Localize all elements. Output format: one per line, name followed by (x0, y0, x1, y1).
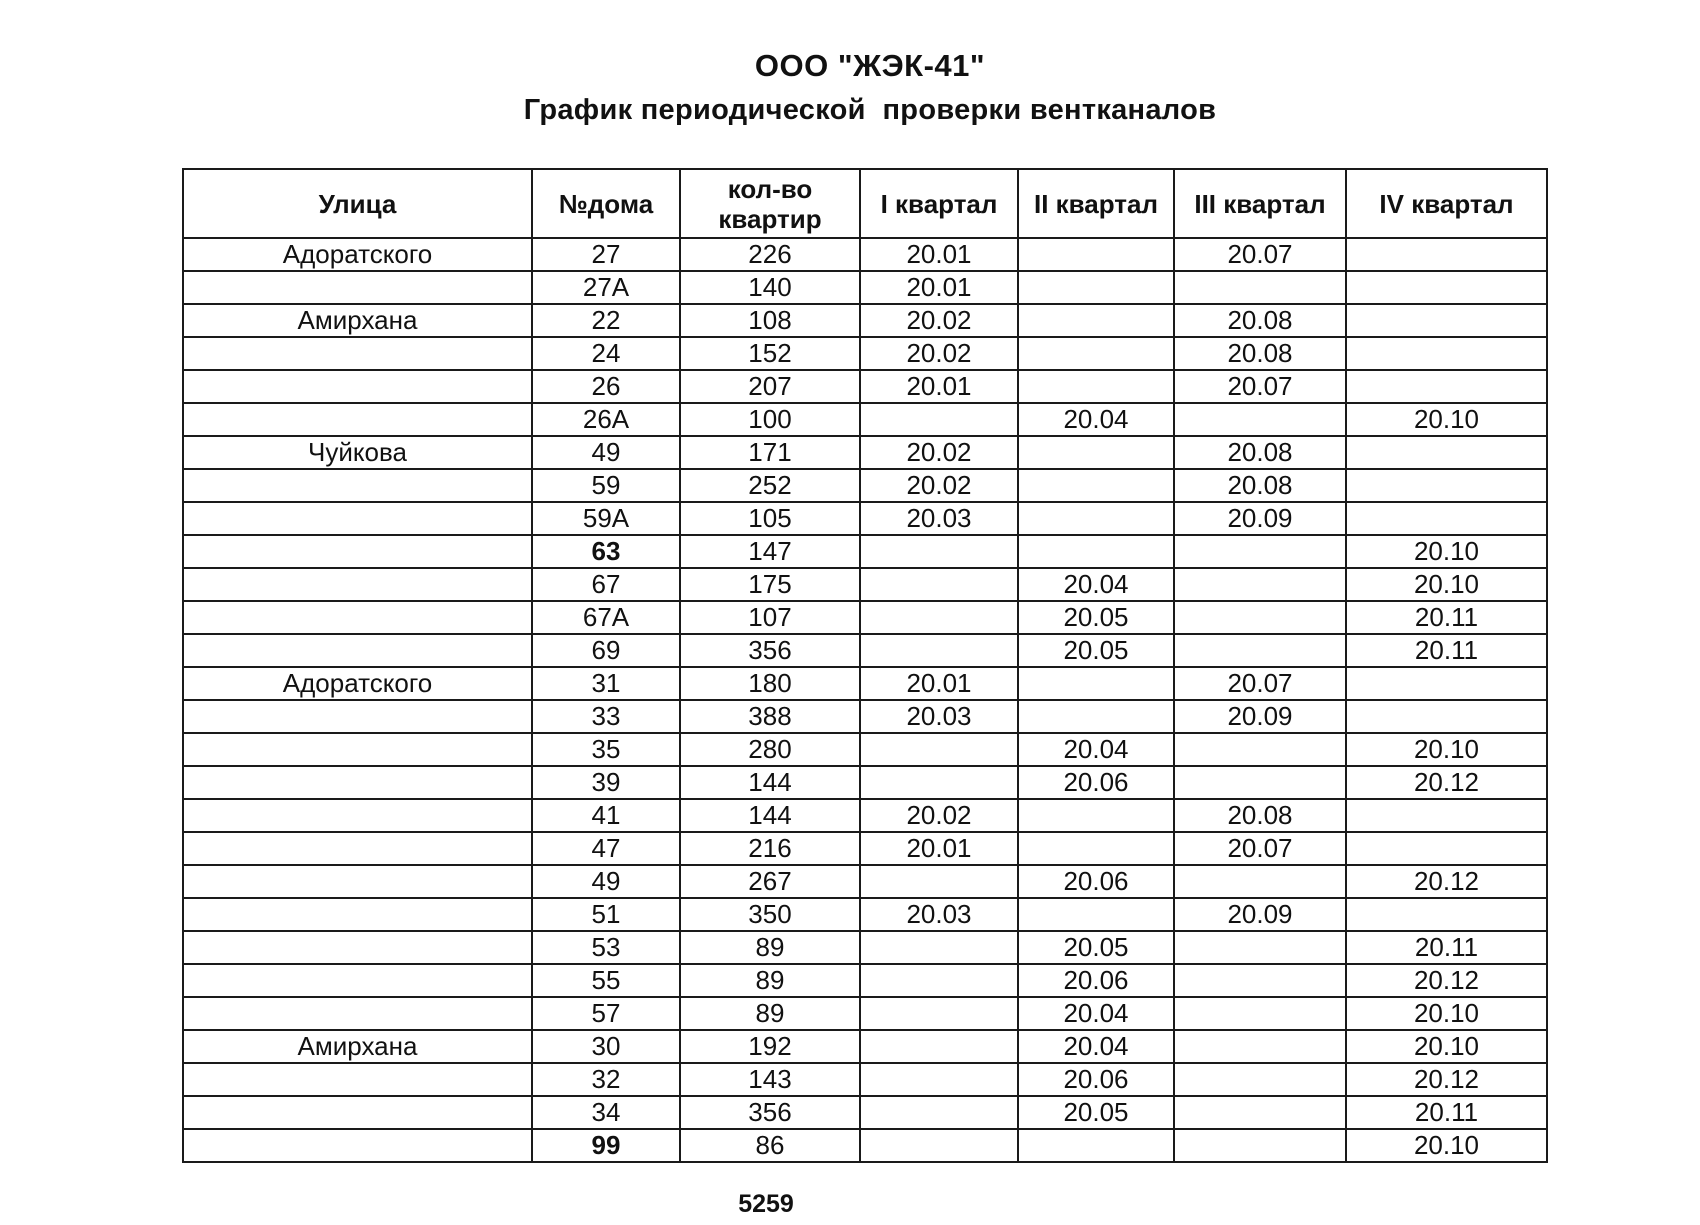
cell-street: Чуйкова (183, 436, 532, 469)
total-apartments: 5259 (738, 1190, 794, 1218)
cell-quarter-1 (860, 1096, 1018, 1129)
cell-apartment-count: 180 (680, 667, 860, 700)
cell-quarter-2 (1018, 502, 1174, 535)
cell-street (183, 733, 532, 766)
cell-quarter-1: 20.01 (860, 271, 1018, 304)
cell-quarter-1: 20.01 (860, 832, 1018, 865)
cell-quarter-4 (1346, 898, 1547, 931)
table-row (183, 700, 1547, 733)
cell-apartment-count: 252 (680, 469, 860, 502)
cell-house-number: 24 (532, 337, 680, 370)
cell-house-number: 55 (532, 964, 680, 997)
cell-apartment-count: 226 (680, 238, 860, 271)
cell-quarter-1 (860, 403, 1018, 436)
cell-quarter-1 (860, 931, 1018, 964)
cell-quarter-4: 20.11 (1346, 634, 1547, 667)
cell-quarter-4: 20.12 (1346, 766, 1547, 799)
cell-quarter-2 (1018, 337, 1174, 370)
cell-quarter-2 (1018, 535, 1174, 568)
table-row (183, 1030, 1547, 1063)
cell-house-number: 35 (532, 733, 680, 766)
table-row (183, 601, 1547, 634)
cell-quarter-4: 20.11 (1346, 931, 1547, 964)
cell-street (183, 469, 532, 502)
cell-street: Амирхана (183, 1030, 532, 1063)
cell-quarter-3 (1174, 634, 1346, 667)
cell-quarter-1 (860, 1129, 1018, 1162)
cell-quarter-1: 20.01 (860, 667, 1018, 700)
cell-quarter-2: 20.05 (1018, 601, 1174, 634)
cell-quarter-4 (1346, 502, 1547, 535)
cell-quarter-1 (860, 733, 1018, 766)
table-row (183, 634, 1547, 667)
cell-apartment-count: 89 (680, 964, 860, 997)
cell-quarter-3: 20.09 (1174, 502, 1346, 535)
cell-quarter-4 (1346, 799, 1547, 832)
cell-quarter-2 (1018, 1129, 1174, 1162)
cell-quarter-3 (1174, 1129, 1346, 1162)
cell-house-number: 67А (532, 601, 680, 634)
cell-quarter-1 (860, 601, 1018, 634)
cell-house-number: 27 (532, 238, 680, 271)
cell-house-number: 53 (532, 931, 680, 964)
cell-quarter-2: 20.04 (1018, 403, 1174, 436)
cell-quarter-3 (1174, 1063, 1346, 1096)
header-quarter-2: II квартал (1018, 169, 1174, 238)
cell-quarter-3 (1174, 766, 1346, 799)
cell-quarter-3 (1174, 601, 1346, 634)
cell-apartment-count: 192 (680, 1030, 860, 1063)
header-quarter-3: III квартал (1174, 169, 1346, 238)
table-row (183, 898, 1547, 931)
cell-apartment-count: 356 (680, 634, 860, 667)
cell-house-number: 49 (532, 436, 680, 469)
cell-quarter-3 (1174, 931, 1346, 964)
cell-quarter-4: 20.10 (1346, 1129, 1547, 1162)
cell-quarter-2: 20.04 (1018, 997, 1174, 1030)
table-row (183, 1129, 1547, 1162)
table-row (183, 469, 1547, 502)
cell-quarter-1: 20.02 (860, 469, 1018, 502)
cell-quarter-1: 20.01 (860, 238, 1018, 271)
cell-quarter-2 (1018, 238, 1174, 271)
table-row (183, 337, 1547, 370)
cell-quarter-2 (1018, 370, 1174, 403)
cell-street: Адоратского (183, 667, 532, 700)
cell-quarter-4 (1346, 370, 1547, 403)
table-row (183, 832, 1547, 865)
cell-quarter-4: 20.12 (1346, 1063, 1547, 1096)
cell-house-number: 27А (532, 271, 680, 304)
cell-street (183, 1129, 532, 1162)
table-row (183, 931, 1547, 964)
cell-quarter-1: 20.03 (860, 700, 1018, 733)
cell-street (183, 634, 532, 667)
cell-quarter-2: 20.04 (1018, 568, 1174, 601)
cell-apartment-count: 143 (680, 1063, 860, 1096)
cell-quarter-4 (1346, 700, 1547, 733)
organization-name: ООО "ЖЭК-41" (754, 48, 986, 83)
table-row (183, 535, 1547, 568)
header-quarter-1: I квартал (860, 169, 1018, 238)
cell-quarter-1: 20.03 (860, 502, 1018, 535)
cell-street (183, 568, 532, 601)
cell-apartment-count: 147 (680, 535, 860, 568)
cell-quarter-3: 20.08 (1174, 799, 1346, 832)
cell-quarter-4: 20.10 (1346, 733, 1547, 766)
table-row (183, 964, 1547, 997)
table-row (183, 733, 1547, 766)
cell-quarter-2 (1018, 304, 1174, 337)
cell-house-number: 59 (532, 469, 680, 502)
cell-quarter-1 (860, 964, 1018, 997)
cell-quarter-4 (1346, 271, 1547, 304)
cell-quarter-3: 20.07 (1174, 667, 1346, 700)
cell-quarter-4 (1346, 832, 1547, 865)
cell-house-number: 69 (532, 634, 680, 667)
cell-quarter-3 (1174, 964, 1346, 997)
document-title: График периодической проверки вентканалов (523, 94, 1217, 126)
table-body (183, 238, 1547, 1162)
header-quarter-4: IV квартал (1346, 169, 1547, 238)
table-header-row (183, 169, 1547, 238)
cell-quarter-4: 20.10 (1346, 568, 1547, 601)
cell-quarter-4: 20.12 (1346, 964, 1547, 997)
cell-street (183, 403, 532, 436)
cell-house-number: 59А (532, 502, 680, 535)
header-house-number: №дома (532, 169, 680, 238)
table-row (183, 403, 1547, 436)
table-row (183, 1096, 1547, 1129)
cell-street (183, 535, 532, 568)
cell-street (183, 898, 532, 931)
cell-house-number: 49 (532, 865, 680, 898)
cell-street (183, 271, 532, 304)
cell-quarter-1: 20.02 (860, 337, 1018, 370)
cell-apartment-count: 100 (680, 403, 860, 436)
cell-quarter-4: 20.11 (1346, 601, 1547, 634)
cell-street (183, 766, 532, 799)
table-row (183, 667, 1547, 700)
cell-house-number: 26А (532, 403, 680, 436)
table-row (183, 271, 1547, 304)
cell-quarter-3 (1174, 1030, 1346, 1063)
cell-quarter-3 (1174, 403, 1346, 436)
cell-quarter-3 (1174, 271, 1346, 304)
cell-quarter-2 (1018, 667, 1174, 700)
cell-apartment-count: 171 (680, 436, 860, 469)
cell-quarter-1: 20.03 (860, 898, 1018, 931)
cell-quarter-3 (1174, 733, 1346, 766)
cell-street (183, 1096, 532, 1129)
cell-quarter-1 (860, 865, 1018, 898)
cell-quarter-2: 20.04 (1018, 733, 1174, 766)
cell-quarter-4: 20.12 (1346, 865, 1547, 898)
cell-apartment-count: 356 (680, 1096, 860, 1129)
cell-street (183, 832, 532, 865)
cell-house-number: 33 (532, 700, 680, 733)
cell-apartment-count: 350 (680, 898, 860, 931)
cell-street (183, 700, 532, 733)
cell-quarter-1: 20.02 (860, 436, 1018, 469)
cell-apartment-count: 152 (680, 337, 860, 370)
cell-apartment-count: 216 (680, 832, 860, 865)
cell-street (183, 865, 532, 898)
cell-quarter-2: 20.06 (1018, 1063, 1174, 1096)
cell-quarter-3: 20.07 (1174, 370, 1346, 403)
cell-house-number: 26 (532, 370, 680, 403)
cell-quarter-4 (1346, 238, 1547, 271)
cell-street (183, 337, 532, 370)
cell-street (183, 931, 532, 964)
cell-apartment-count: 86 (680, 1129, 860, 1162)
cell-apartment-count: 105 (680, 502, 860, 535)
cell-house-number: 41 (532, 799, 680, 832)
cell-house-number: 67 (532, 568, 680, 601)
cell-quarter-1: 20.02 (860, 304, 1018, 337)
cell-quarter-3 (1174, 1096, 1346, 1129)
cell-quarter-3 (1174, 535, 1346, 568)
table-row (183, 766, 1547, 799)
ventilation-schedule-table (182, 168, 1548, 1163)
cell-quarter-4 (1346, 667, 1547, 700)
cell-street: Адоратского (183, 238, 532, 271)
cell-house-number: 31 (532, 667, 680, 700)
cell-quarter-1 (860, 1063, 1018, 1096)
cell-house-number: 57 (532, 997, 680, 1030)
cell-street (183, 964, 532, 997)
cell-house-number: 30 (532, 1030, 680, 1063)
cell-quarter-3: 20.09 (1174, 898, 1346, 931)
cell-street (183, 502, 532, 535)
cell-quarter-3: 20.08 (1174, 304, 1346, 337)
cell-quarter-3 (1174, 997, 1346, 1030)
cell-apartment-count: 144 (680, 799, 860, 832)
cell-apartment-count: 89 (680, 931, 860, 964)
cell-apartment-count: 207 (680, 370, 860, 403)
table-row (183, 799, 1547, 832)
cell-quarter-3: 20.08 (1174, 469, 1346, 502)
cell-quarter-4: 20.10 (1346, 997, 1547, 1030)
cell-quarter-1 (860, 568, 1018, 601)
cell-quarter-1: 20.02 (860, 799, 1018, 832)
cell-quarter-4: 20.11 (1346, 1096, 1547, 1129)
header-apartment-count: кол-во квартир (680, 169, 860, 238)
cell-street (183, 601, 532, 634)
cell-quarter-4 (1346, 304, 1547, 337)
cell-house-number: 34 (532, 1096, 680, 1129)
cell-house-number: 51 (532, 898, 680, 931)
cell-apartment-count: 144 (680, 766, 860, 799)
cell-house-number: 47 (532, 832, 680, 865)
cell-quarter-4: 20.10 (1346, 535, 1547, 568)
header-street: Улица (183, 169, 532, 238)
cell-quarter-2 (1018, 898, 1174, 931)
cell-quarter-3 (1174, 865, 1346, 898)
cell-quarter-3: 20.08 (1174, 436, 1346, 469)
cell-apartment-count: 280 (680, 733, 860, 766)
cell-house-number: 22 (532, 304, 680, 337)
table-row (183, 238, 1547, 271)
table-row (183, 304, 1547, 337)
cell-quarter-1 (860, 1030, 1018, 1063)
cell-quarter-4: 20.10 (1346, 403, 1547, 436)
cell-quarter-2 (1018, 799, 1174, 832)
cell-quarter-2: 20.04 (1018, 1030, 1174, 1063)
cell-street (183, 370, 532, 403)
cell-street (183, 799, 532, 832)
cell-apartment-count: 89 (680, 997, 860, 1030)
cell-quarter-2 (1018, 832, 1174, 865)
table-row (183, 997, 1547, 1030)
cell-apartment-count: 140 (680, 271, 860, 304)
cell-apartment-count: 175 (680, 568, 860, 601)
cell-house-number: 63 (532, 535, 680, 568)
cell-quarter-3: 20.08 (1174, 337, 1346, 370)
cell-apartment-count: 267 (680, 865, 860, 898)
cell-quarter-2: 20.05 (1018, 931, 1174, 964)
table-row (183, 370, 1547, 403)
cell-street (183, 1063, 532, 1096)
cell-quarter-2 (1018, 271, 1174, 304)
cell-quarter-2: 20.06 (1018, 964, 1174, 997)
cell-quarter-1 (860, 634, 1018, 667)
cell-quarter-3 (1174, 568, 1346, 601)
cell-apartment-count: 108 (680, 304, 860, 337)
cell-quarter-3: 20.07 (1174, 238, 1346, 271)
cell-street (183, 997, 532, 1030)
cell-quarter-2: 20.06 (1018, 865, 1174, 898)
cell-quarter-1 (860, 766, 1018, 799)
table-row (183, 1063, 1547, 1096)
cell-quarter-4 (1346, 436, 1547, 469)
cell-house-number: 99 (532, 1129, 680, 1162)
cell-quarter-2 (1018, 700, 1174, 733)
cell-quarter-2: 20.06 (1018, 766, 1174, 799)
cell-apartment-count: 107 (680, 601, 860, 634)
cell-quarter-2 (1018, 469, 1174, 502)
cell-quarter-1: 20.01 (860, 370, 1018, 403)
cell-quarter-1 (860, 997, 1018, 1030)
cell-house-number: 39 (532, 766, 680, 799)
cell-house-number: 32 (532, 1063, 680, 1096)
cell-street: Амирхана (183, 304, 532, 337)
table-row (183, 865, 1547, 898)
table-row (183, 436, 1547, 469)
table-row (183, 502, 1547, 535)
cell-apartment-count: 388 (680, 700, 860, 733)
cell-quarter-3: 20.09 (1174, 700, 1346, 733)
cell-quarter-2: 20.05 (1018, 634, 1174, 667)
cell-quarter-3: 20.07 (1174, 832, 1346, 865)
cell-quarter-4 (1346, 469, 1547, 502)
cell-quarter-4 (1346, 337, 1547, 370)
cell-quarter-2: 20.05 (1018, 1096, 1174, 1129)
cell-quarter-4: 20.10 (1346, 1030, 1547, 1063)
table-row (183, 568, 1547, 601)
cell-quarter-1 (860, 535, 1018, 568)
cell-quarter-2 (1018, 436, 1174, 469)
